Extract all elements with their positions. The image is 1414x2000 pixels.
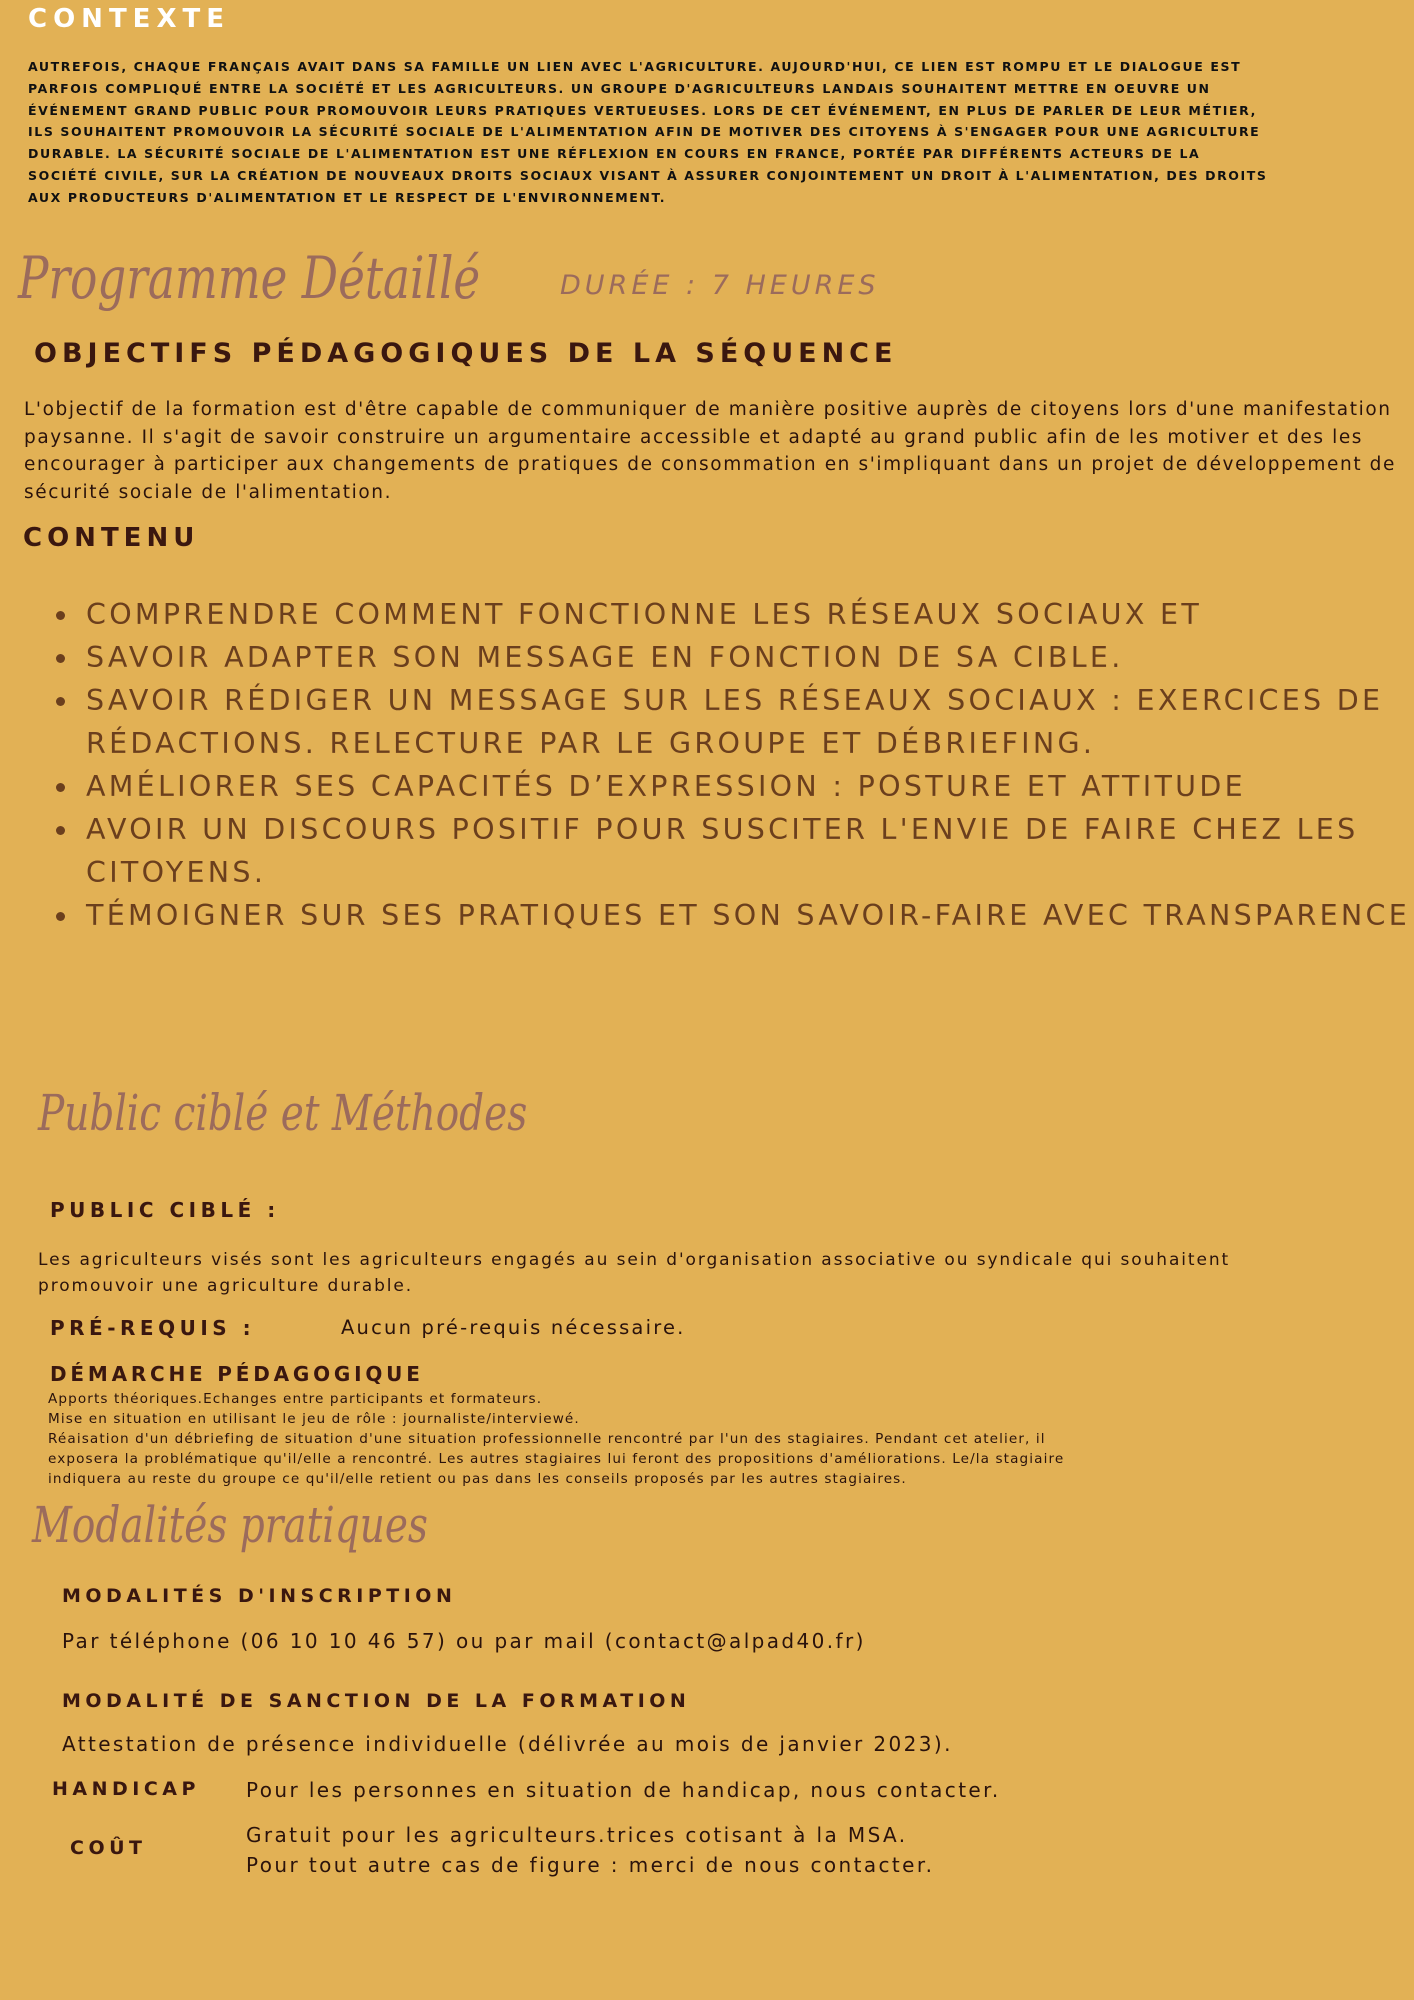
contenu-item: AVOIR UN DISCOURS POSITIF POUR SUSCITER L'ENVIE DE FAIRE CHEZ LES CITOYENS. — [86, 808, 1414, 894]
contexte-title: CONTEXTE — [28, 4, 230, 34]
contenu-item: AMÉLIORER SES CAPACITÉS D’EXPRESSION : POSTURE ET ATTITUDE — [86, 765, 1414, 808]
demarche-text — [48, 1389, 1068, 1489]
contexte-text: AUTREFOIS, CHAQUE FRANÇAIS AVAIT DANS SA FAMILLE UN LIEN AVEC L'AGRICULTURE. AUJOURD'HUI, CE LIEN EST ROMPU ET LE DIALOGUE EST PARFOIS COMPLIQUÉ ENTRE LA SOCIÉTÉ ET LES AGRICULTEURS. UN GROUPE D'AGRICULTEURS LANDAIS SOUHAITENT METTRE EN OEUVRE UN ÉVÉNEMENT GRAND PUBLIC POUR PROMOUVOIR LEURS PRATIQUES VERTUEUSES. LORS DE CET ÉVÉNEMENT, EN PLUS DE PARLER DE LEUR MÉTIER, ILS SOUHAITENT PROMOUVOIR LA SÉCURITÉ SOCIALE DE L'ALIMENTATION AFIN DE MOTIVER DES CITOYENS À S'ENGAGER POUR UNE AGRICULTURE DURABLE. LA SÉCURITÉ SOCIALE DE L'ALIMENTATION EST UNE RÉFLEXION EN COURS EN FRANCE, PORTÉE PAR DIFFÉRENTS ACTEURS DE LA SOCIÉTÉ CIVILE, SUR LA CRÉATION DE NOUVEAUX DROITS SOCIAUX VISANT À ASSURER CONJOINTEMENT UN DROIT À L'ALIMENTATION, DES DROITS AUX PRODUCTEURS D'ALIMENTATION ET LE RESPECT DE L'ENVIRONNEMENT. — [28, 59, 1268, 205]
cout-label: COÛT — [70, 1837, 147, 1859]
demarche-line: Mise en situation en utilisant le jeu de rôle : journaliste/interviewé. — [48, 1411, 580, 1427]
handicap-text: Pour les personnes en situation de handicap, nous contacter. — [246, 1778, 1001, 1802]
contenu-item: SAVOIR RÉDIGER UN MESSAGE SUR LES RÉSEAUX SOCIAUX : EXERCICES DE RÉDACTIONS. RELECTURE PAR LE GROUPE ET DÉBRIEFING. — [86, 679, 1414, 765]
inscription-label: MODALITÉS D'INSCRIPTION — [62, 1585, 457, 1607]
public-cible-label: PUBLIC CIBLÉ : — [50, 1198, 280, 1222]
handicap-label: HANDICAP — [52, 1778, 200, 1800]
prerequis-text: Aucun pré-requis nécessaire. — [341, 1316, 686, 1339]
contenu-item: TÉMOIGNER SUR SES PRATIQUES ET SON SAVOIR-FAIRE AVEC TRANSPARENCE — [86, 894, 1414, 937]
prerequis-label: PRÉ-REQUIS : — [50, 1316, 256, 1340]
contenu-item: COMPRENDRE COMMENT FONCTIONNE LES RÉSEAUX SOCIAUX ET — [86, 593, 1414, 636]
cout-line: Pour tout autre cas de figure : merci de nous contacter. — [246, 1853, 935, 1877]
objectifs-title: OBJECTIFS PÉDAGOGIQUES DE LA SÉQUENCE — [34, 338, 898, 369]
programme-title: Programme Détaillé — [18, 244, 481, 312]
contenu-item: SAVOIR ADAPTER SON MESSAGE EN FONCTION DE SA CIBLE. — [86, 636, 1414, 679]
modalites-title: Modalités pratiques — [32, 1496, 428, 1554]
sanction-label: MODALITÉ DE SANCTION DE LA FORMATION — [62, 1690, 691, 1712]
cout-text — [246, 1820, 934, 1880]
objectifs-text: L'objectif de la formation est d'être capable de communiquer de manière positive auprès de citoyens lors d'une manifestation paysanne. Il s'agit de savoir construire un argumentaire accessible et adapté au grand public afin de les motiver et des les encourager à participer aux changements de pratiques de consommation en s'impliquant dans un projet de développement de sécurité sociale de l'alimentation. — [24, 399, 1397, 503]
public-methodes-title: Public ciblé et Méthodes — [38, 1084, 528, 1142]
cout-line: Gratuit pour les agriculteurs.trices cotisant à la MSA. — [246, 1823, 908, 1847]
duree-label: DURÉE : 7 HEURES — [560, 270, 880, 301]
contenu-title: CONTENU — [23, 523, 200, 553]
public-cible-text: Les agriculteurs visés sont les agriculteurs engagés au sein d'organisation associative ou syndicale qui souhaitent promouvoir une agriculture durable. — [38, 1250, 1231, 1296]
demarche-line: Apports théoriques.Echanges entre participants et formateurs. — [48, 1391, 543, 1407]
inscription-text: Par téléphone (06 10 10 46 57) ou par mail (contact@alpad40.fr) — [62, 1629, 866, 1653]
demarche-line: Réaisation d'un débriefing de situation d'une situation professionnelle rencontré par l'un des stagiaires. Pendant cet atelier, il exposera la problématique qu'il/elle a rencontré. Les autres stagiaires lui feront des propositions d'améliorations. Le/la stagiaire indiquera au reste du groupe ce qu'il/elle retient ou pas dans les conseils proposés par les autres stagiaires. — [48, 1431, 1065, 1487]
demarche-label: DÉMARCHE PÉDAGOGIQUE — [50, 1362, 424, 1386]
contenu-list — [50, 593, 1414, 937]
sanction-text: Attestation de présence individuelle (délivrée au mois de janvier 2023). — [62, 1732, 953, 1756]
